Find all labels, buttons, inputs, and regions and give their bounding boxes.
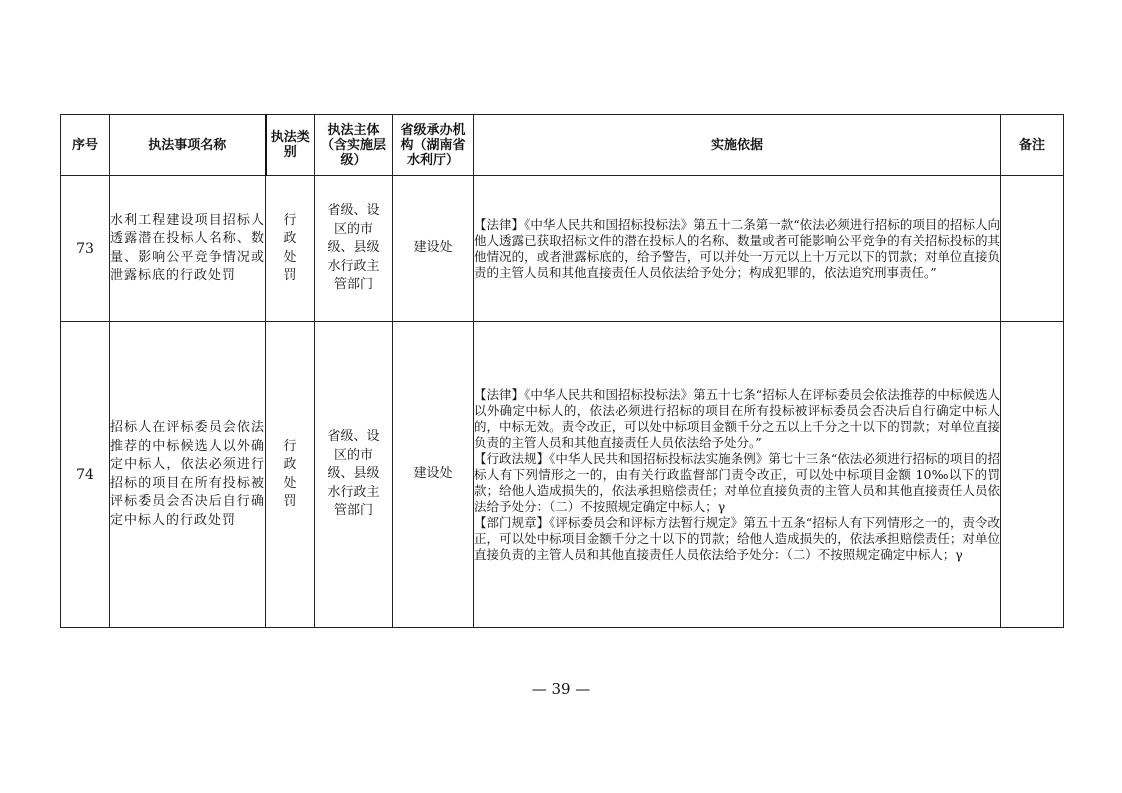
- row-organ: 建设处: [393, 322, 474, 628]
- header-organ: [393, 115, 474, 176]
- row-basis: [474, 322, 1001, 628]
- row-seq: 74: [61, 322, 110, 628]
- row-seq: 73: [61, 176, 110, 322]
- basis-paragraph: 【法律】《中华人民共和国招标投标法》第五十七条“招标人在评标委员会依法推荐的中标候选人以外确定中标人的，依法必须进行招标的项目在所有投标被评标委员会否决后自行确定中标人的，中标无效。责令改正，可以处中标项目金额千分之五以上千分之十以下的罚款；对单位直接负责的主管人员和其他直接责任人员依法给予处分。”: [474, 386, 1000, 450]
- header-category-text: 执法类别: [270, 130, 310, 160]
- basis-paragraph: 【法律】《中华人民共和国招标投标法》第五十二条第一款“依法必须进行招标的项目的招标人向他人透露已获取招标文件的潜在投标人的名称、数量或者可能影响公平竞争的有关招标投标的其他情况的，或者泄露标底的，给予警告，可以并处一万元以上十万元以下的罚款；对单位直接负责的主管人员和其他直接责任人员依法给予处分；构成犯罪的，依法追究刑事责任。”: [474, 216, 1000, 280]
- page-number: — 39 —: [531, 680, 591, 698]
- row-remark: [1001, 176, 1064, 322]
- header-subject-text: 执法主体（含实施层级）: [321, 122, 387, 168]
- row-category-text: 行政处罚: [283, 212, 297, 283]
- basis-paragraph: 【行政法规】《中华人民共和国招标投标法实施条例》第七十三条“依法必须进行招标的项目的招标人有下列情形之一的，由有关行政监督部门责令改正，可以处中标项目金额 10‰以下的罚款；给他人造成损失的，依法承担赔偿责任；对单位直接负责的主管人员和其他直接责任人员依法给予处分：（二）不按照规定确定中标人；γ: [474, 450, 1000, 514]
- row-subject-text: 省级、设区的市级、县级水行政主管部门: [327, 429, 380, 519]
- header-name: 执法事项名称: [110, 115, 266, 176]
- row-name: 水利工程建设项目招标人透露潜在投标人名称、数量、影响公平竞争情况或泄露标底的行政处罚: [110, 176, 266, 322]
- row-subject: [315, 322, 393, 628]
- row-subject: [315, 176, 393, 322]
- header-subject: [315, 115, 393, 176]
- enforcement-table: [60, 114, 1064, 628]
- row-remark: [1001, 322, 1064, 628]
- table-row: [61, 176, 1064, 322]
- header-seq: 序号: [61, 115, 110, 176]
- header-category: [266, 115, 315, 176]
- header-organ-text: 省级承办机构（湖南省水利厅）: [400, 122, 466, 168]
- row-basis: [474, 176, 1001, 322]
- row-subject-text: 省级、设区的市级、县级水行政主管部门: [327, 203, 380, 293]
- basis-paragraph: 【部门规章】《评标委员会和评标方法暂行规定》第五十五条“招标人有下列情形之一的，责令改正，可以处中标项目金额千分之十以下的罚款；给他人造成损失的，依法承担赔偿责任；对单位直接负责的主管人员和其他直接责任人员依法给予处分：（二）不按照规定确定中标人；γ: [474, 514, 1000, 562]
- header-basis: 实施依据: [474, 115, 1001, 176]
- header-remark: 备注: [1001, 115, 1064, 176]
- row-category: [266, 176, 315, 322]
- row-category: [266, 322, 315, 628]
- row-organ: 建设处: [393, 176, 474, 322]
- row-name: 招标人在评标委员会依法推荐的中标候选人以外确定中标人，依法必须进行招标的项目在所有投标被评标委员会否决后自行确定中标人的行政处罚: [110, 322, 266, 628]
- table-row: [61, 322, 1064, 628]
- row-category-text: 行政处罚: [283, 438, 297, 509]
- table-header-row: [61, 115, 1064, 176]
